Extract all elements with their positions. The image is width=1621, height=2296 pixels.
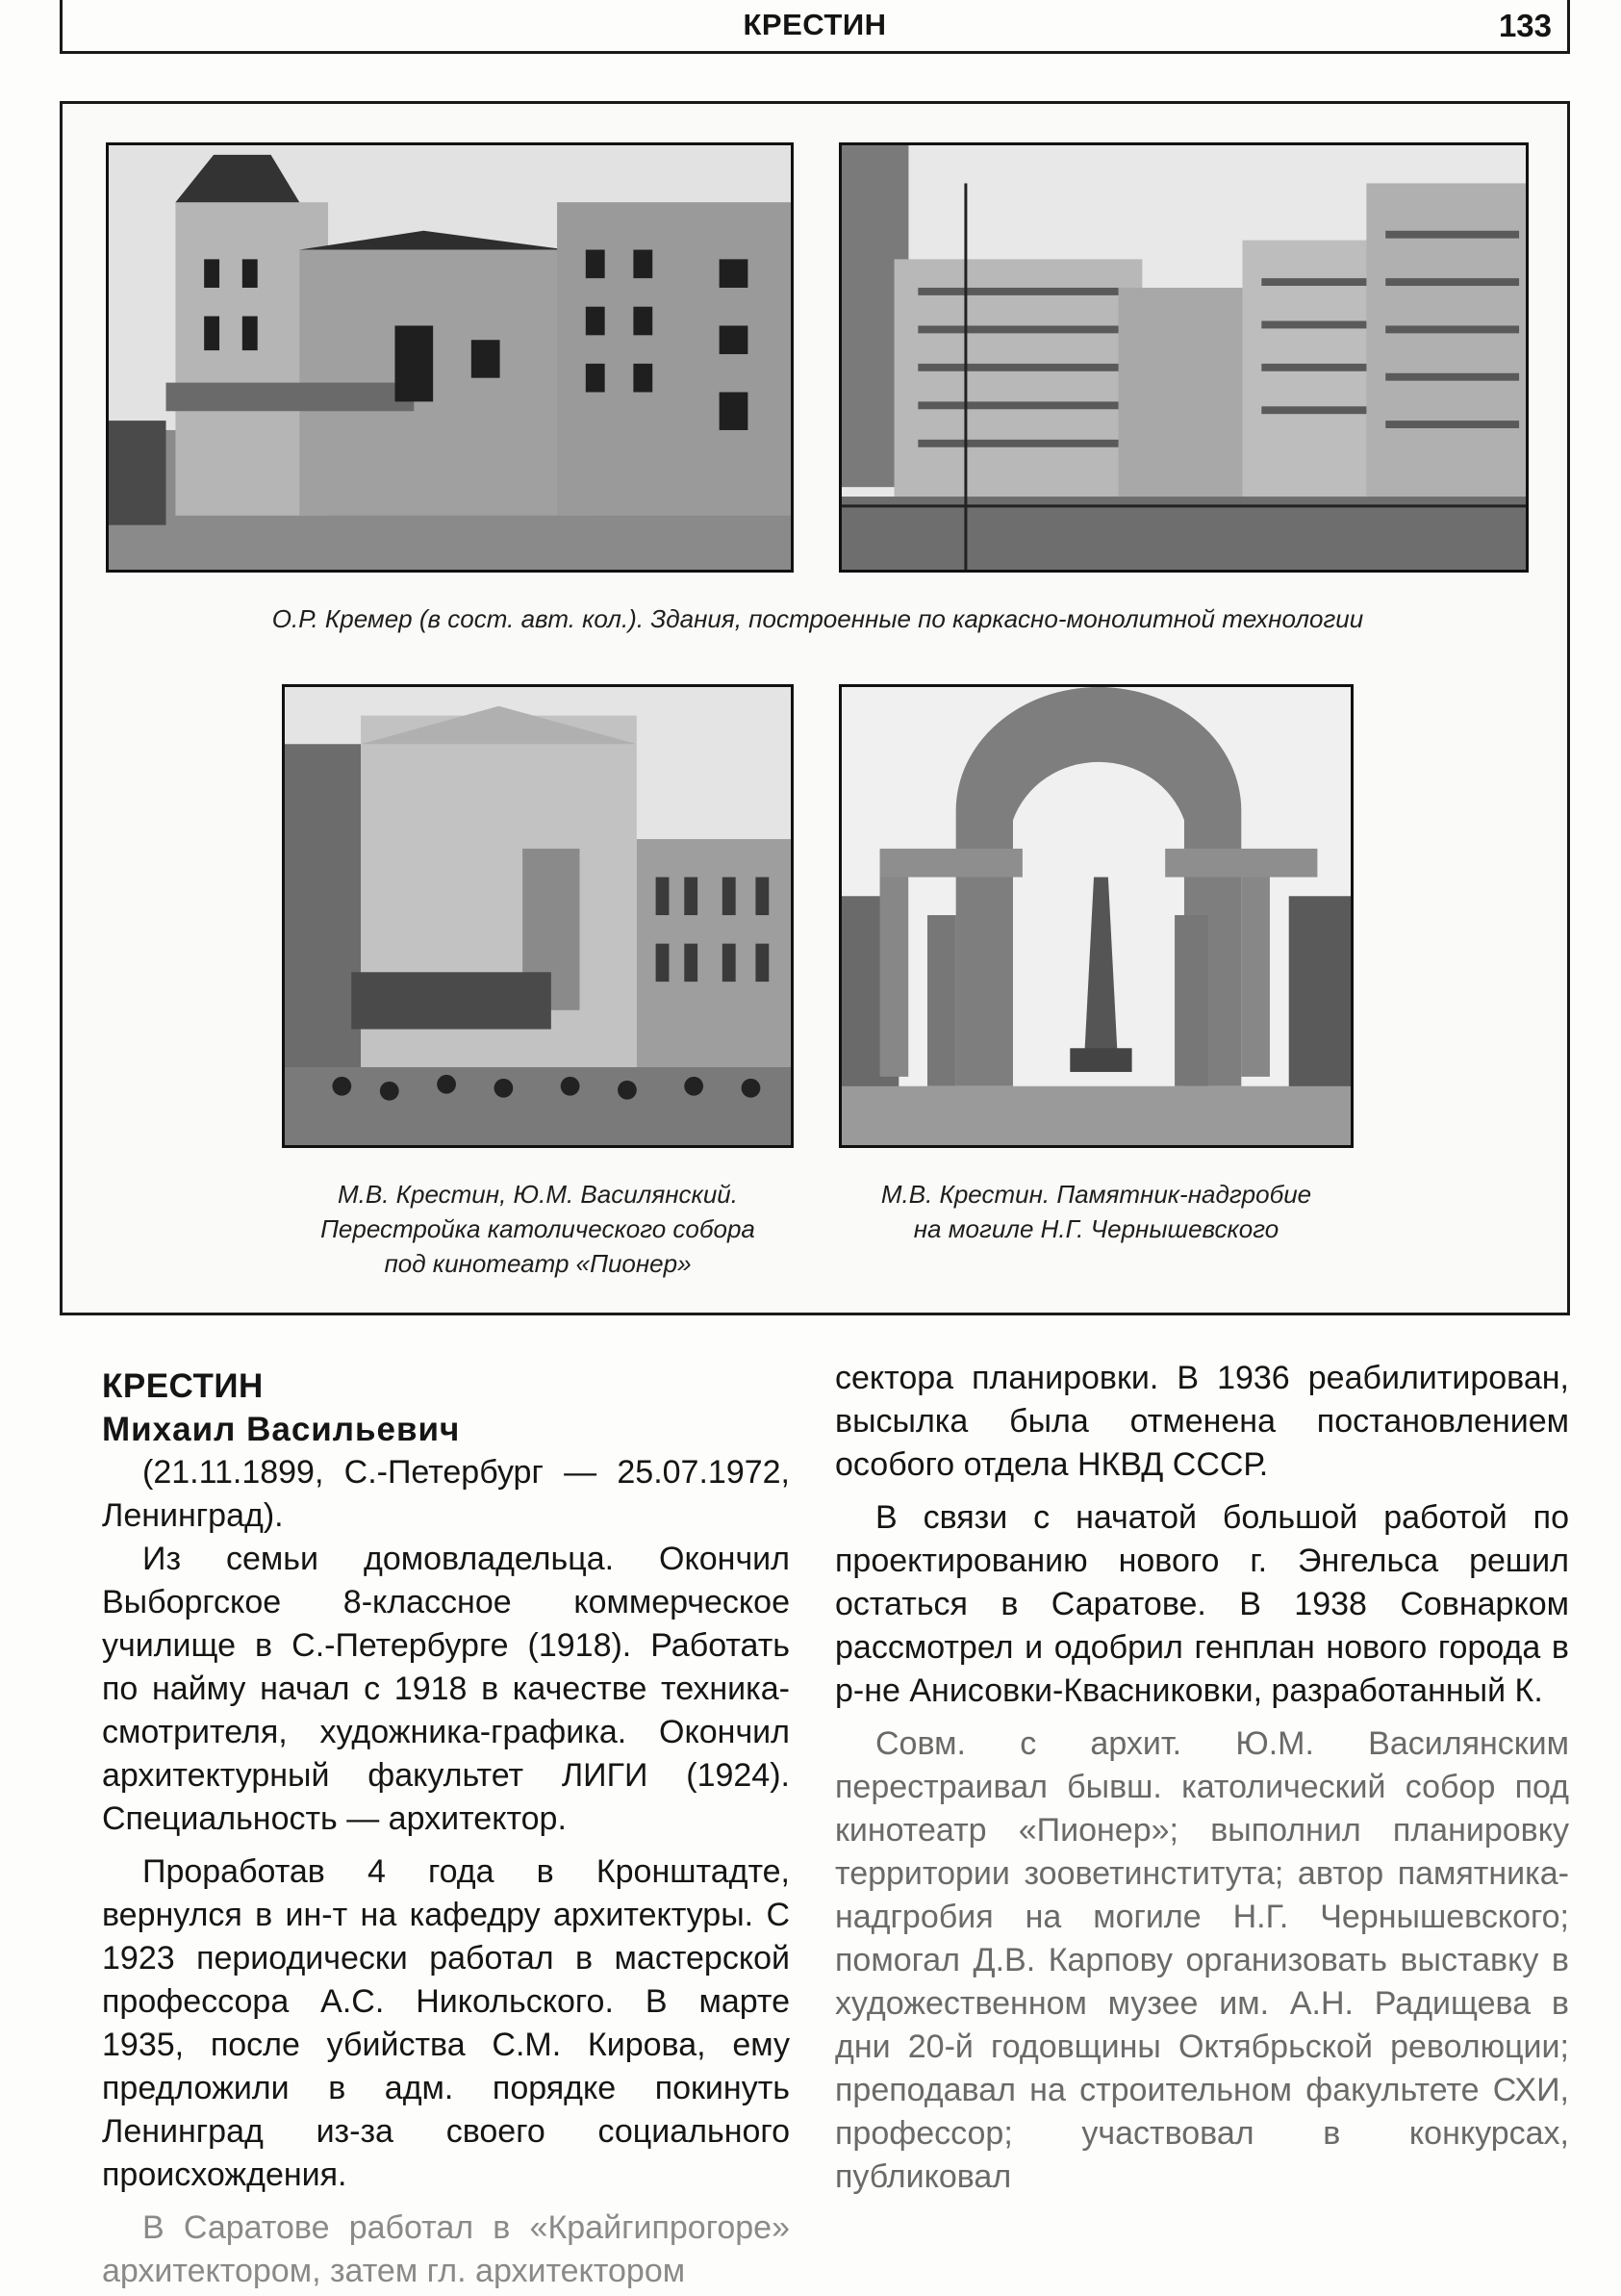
article-person-name: Михаил Васильевич	[102, 1411, 461, 1448]
article-title: КРЕСТИН	[102, 1367, 264, 1405]
photo-cinema-pioneer	[282, 684, 794, 1148]
article-paragraph: Из семьи домовладельца. Окончил Выборгское 8-классное коммерческое училище в С.-Петербурге (1918). Работать по найму начал с 1918 в качестве техника-смотрителя, художника-графика. Окончил архитектурный факультет ЛИГИ (1924). Специальность — архитектор.	[102, 1541, 790, 1837]
caption-line: Перестройка католического собора	[320, 1214, 755, 1243]
figure-panel	[60, 101, 1570, 1315]
article-paragraph: Совм. с архит. Ю.М. Василянским перестраивал бывш. католический собор под кинотеатр «Пионер»; выполнил планировку территории зооветинститута; автор памятника-надгробия на могиле Н.Г. Чернышевского; помогал Д.В. Карпову организовать выставку в художественном музее им. А.Н. Радищева в дни 20-й годовщины Октябрьской революции; преподавал на строительном факультете СХИ, профессор; участвовал в конкурсах, публиковал	[835, 1725, 1569, 2195]
caption-line: М.В. Крестин, Ю.М. Василянский.	[338, 1180, 738, 1209]
article-paragraph: Проработав 4 года в Кронштадте, вернулся в ин-т на кафедру архитектуры. С 1923 периодически работал в мастерской профессора А.С. Никольского. В марте 1935, после убийства С.М. Кирова, ему предложили в адм. порядке покинуть Ленинград из-за своего социального происхождения.	[102, 1853, 790, 2193]
caption-line: на могиле Н.Г. Чернышевского	[913, 1214, 1279, 1243]
article-paragraph: (21.11.1899, С.-Петербург — 25.07.1972, Ленинград).	[102, 1454, 790, 1534]
running-header	[60, 0, 1570, 54]
caption-line: под кинотеатр «Пионер»	[384, 1249, 692, 1278]
bottom-right-caption	[839, 1177, 1354, 1246]
bottom-left-caption	[282, 1177, 794, 1281]
caption-line: М.В. Крестин. Памятник-надгробие	[880, 1180, 1312, 1209]
article-paragraph: В Саратове работал в «Крайгипрогоре» архитектором, затем гл. архитектором	[102, 2209, 790, 2289]
article-paragraph: В связи с начатой большой работой по проектированию нового г. Энгельса решил остаться в Саратове. В 1938 Совнарком рассмотрел и одобрил генплан нового города в р-не Анисовки-Квасниковки, разработанный К.	[835, 1499, 1569, 1709]
photo-apartment-blocks	[839, 142, 1529, 573]
article-column-2	[835, 1360, 1569, 2199]
photo-corner-building	[106, 142, 794, 573]
header-title: КРЕСТИН	[743, 8, 887, 41]
article-paragraph: сектора планировки. В 1936 реабилитирован, высылка была отменена постановлением особого отдела НКВД СССР.	[835, 1360, 1569, 1483]
article-column-1	[102, 1365, 790, 2293]
top-caption: О.Р. Кремер (в сост. авт. кол.). Здания, построенные по каркасно-монолитной технологии	[271, 604, 1364, 633]
photo-monument-chernyshevsky	[839, 684, 1354, 1148]
page-number: 133	[1498, 8, 1552, 43]
